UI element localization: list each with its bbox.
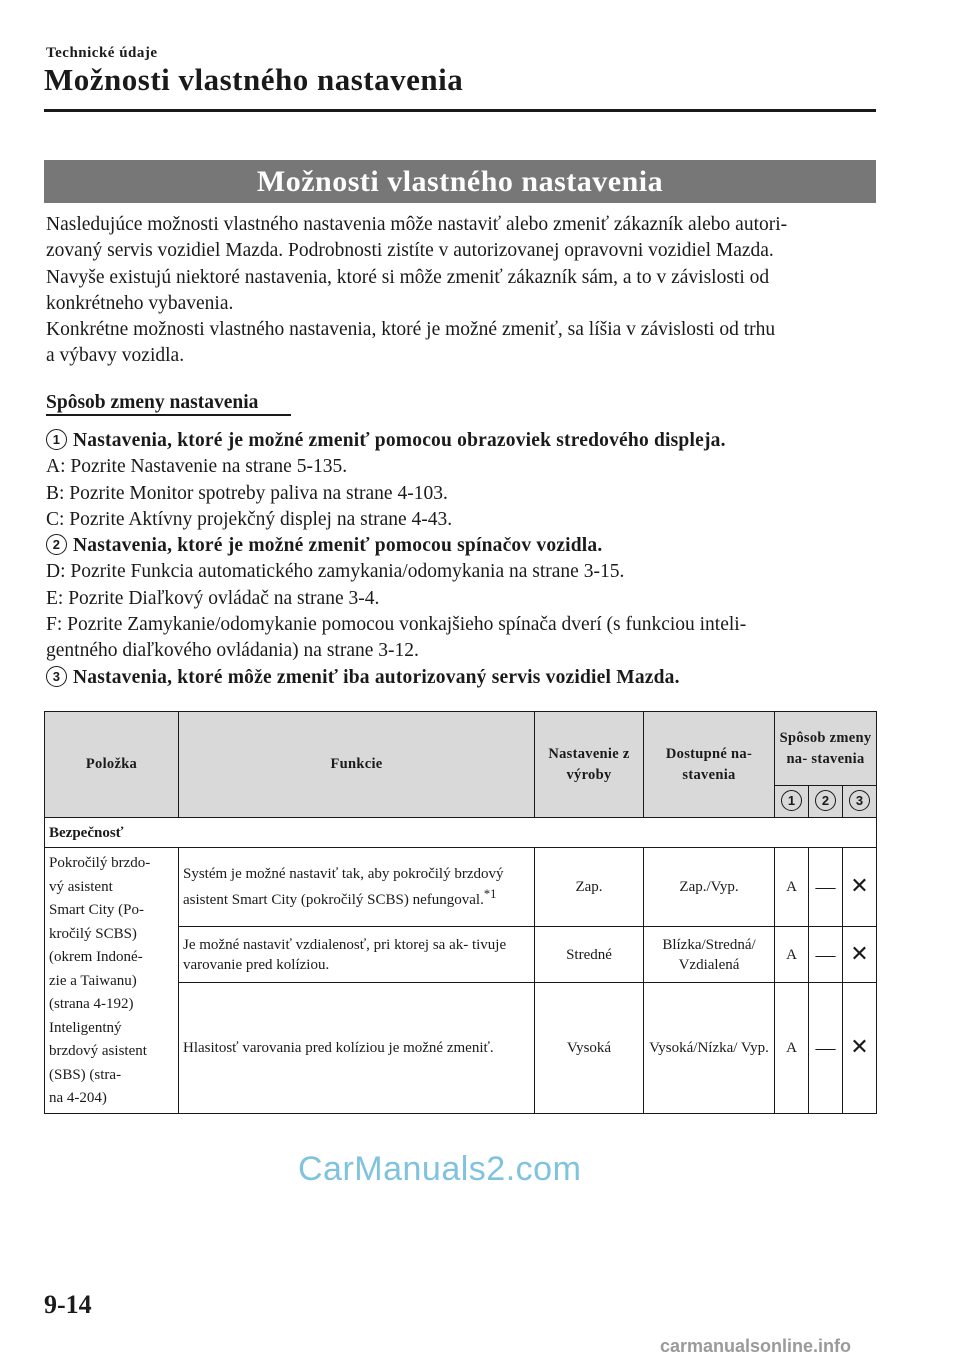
header-divider	[44, 109, 876, 112]
method-group-1-title	[46, 428, 878, 454]
intro-line: zovaný servis vozidiel Mazda. Podrobnosti zistíte v autorizovanej opravovni vozidiel Mazda.	[46, 240, 774, 262]
item-line: vý asistent	[49, 878, 113, 895]
watermark-corner: carmanualsonline.info	[660, 1336, 852, 1356]
method-heading: Spôsob zmeny nastavenia	[46, 392, 259, 413]
intro-line: Navyše existujú niektoré nastavenia, ktoré si môže zmeniť zákazník sám, a to v závislosti od	[46, 266, 770, 288]
method-group-3-title	[46, 665, 878, 691]
method-1-cell: A	[775, 927, 809, 983]
method-list	[46, 428, 878, 691]
method-line: E: Pozrite Diaľkový ovládač na strane 3-4.	[46, 587, 380, 609]
method-line: A: Pozrite Nastavenie na strane 5-135.	[46, 456, 348, 478]
method-line: C: Pozrite Aktívny projekčný displej na strane 4-43.	[46, 508, 453, 530]
method-2-cell: —	[809, 848, 843, 927]
cross-icon: ✕	[843, 848, 877, 927]
cross-icon: ✕	[843, 982, 877, 1113]
function-cell	[179, 848, 535, 927]
page-category: Technické údaje	[46, 45, 158, 61]
method-line: D: Pozrite Funkcia automatického zamykania/odomykania na strane 3-15.	[46, 561, 625, 583]
header-function: Funkcie	[179, 712, 535, 818]
available-cell: Blízka/Stredná/ Vzdialená	[644, 927, 775, 983]
function-cell: Je možné nastaviť vzdialenosť, pri ktorej sa ak- tivuje varovanie pred kolíziou.	[179, 927, 535, 983]
header-factory-setting: Nastavenie z výroby	[535, 712, 644, 818]
intro-line: a výbavy vozidla.	[46, 345, 185, 367]
intro-text	[46, 212, 878, 370]
cross-icon: ✕	[843, 927, 877, 983]
item-line: kročilý SCBS)	[49, 925, 137, 942]
item-line: (strana 4-192)	[49, 996, 134, 1012]
watermark-logo: CarManuals2.com	[298, 1150, 582, 1188]
item-line: (SBS) (stra-	[49, 1066, 122, 1083]
method-1-cell: A	[775, 982, 809, 1113]
item-line: Smart City (Po-	[49, 902, 145, 918]
header-method-1	[775, 786, 809, 818]
header-item: Položka	[45, 712, 179, 818]
method-line: F: Pozrite Zamykanie/odomykanie pomocou vonkajšieho spínača dverí (s funkciou inteli-	[46, 614, 747, 636]
table-row	[45, 848, 877, 927]
section-title: Možnosti vlastného nastavenia	[44, 160, 876, 203]
item-line: na 4-204)	[49, 1090, 107, 1106]
page-title: Možnosti vlastného nastavenia	[44, 62, 464, 97]
header-available-settings: Dostupné na- stavenia	[644, 712, 775, 818]
table-group-safety: Bezpečnosť	[45, 818, 877, 848]
item-line: brzdový asistent	[49, 1043, 147, 1059]
item-line: Pokročilý brzdo-	[49, 855, 151, 871]
function-cell: Hlasitosť varovania pred kolíziou je možné zmeniť.	[179, 982, 535, 1113]
circled-number-3-icon: 3	[46, 666, 67, 687]
method-group-2-title	[46, 533, 878, 559]
intro-line: konkrétneho vybavenia.	[46, 292, 234, 314]
item-line: zie a Taiwanu)	[49, 972, 137, 989]
method-2-cell: —	[809, 927, 843, 983]
method-2-cell: —	[809, 982, 843, 1113]
page-number: 9-14	[44, 1290, 92, 1319]
method-heading-underline	[46, 414, 291, 416]
header-change-method: Spôsob zmeny na- stavenia	[775, 712, 877, 786]
circled-number-2-icon: 2	[46, 534, 67, 555]
item-line: (okrem Indoné-	[49, 949, 143, 965]
factory-cell: Stredné	[535, 927, 644, 983]
available-cell: Zap./Vyp.	[644, 848, 775, 927]
item-line: Inteligentný	[49, 1019, 122, 1036]
circled-number-1-icon: 1	[46, 429, 67, 450]
factory-cell: Vysoká	[535, 982, 644, 1113]
intro-line: Konkrétne možnosti vlastného nastavenia, ktoré je možné zmeniť, sa líšia v závislosti od trhu	[46, 319, 776, 341]
method-line: gentného diaľkového ovládania) na strane 3-12.	[46, 640, 419, 662]
factory-cell: Zap.	[535, 848, 644, 927]
method-line: B: Pozrite Monitor spotreby paliva na strane 4-103.	[46, 482, 448, 504]
available-cell: Vysoká/Nízka/ Vyp.	[644, 982, 775, 1113]
method-title-text: Nastavenia, ktoré môže zmeniť iba autorizovaný servis vozidiel Mazda.	[73, 666, 680, 688]
function-text: Systém je možné nastaviť tak, aby pokročilý brzdový asistent Smart City (pokročilý SCBS) nefungoval.	[183, 866, 504, 909]
header-method-2	[809, 786, 843, 818]
header-method-3	[843, 786, 877, 818]
method-title-text: Nastavenia, ktoré je možné zmeniť pomocou spínačov vozidla.	[73, 535, 603, 557]
method-title-text: Nastavenia, ktoré je možné zmeniť pomocou obrazoviek stredového displeja.	[73, 430, 726, 451]
method-1-cell: A	[775, 848, 809, 927]
circled-number-2-icon: 2	[815, 790, 836, 811]
item-cell	[45, 848, 179, 1114]
customization-table	[44, 711, 877, 1114]
circled-number-1-icon: 1	[781, 790, 802, 811]
circled-number-3-icon: 3	[849, 790, 870, 811]
intro-line: Nasledujúce možnosti vlastného nastavenia môže nastaviť alebo zmeniť zákazník alebo autori-	[46, 214, 788, 235]
footnote-marker: *1	[483, 887, 497, 902]
